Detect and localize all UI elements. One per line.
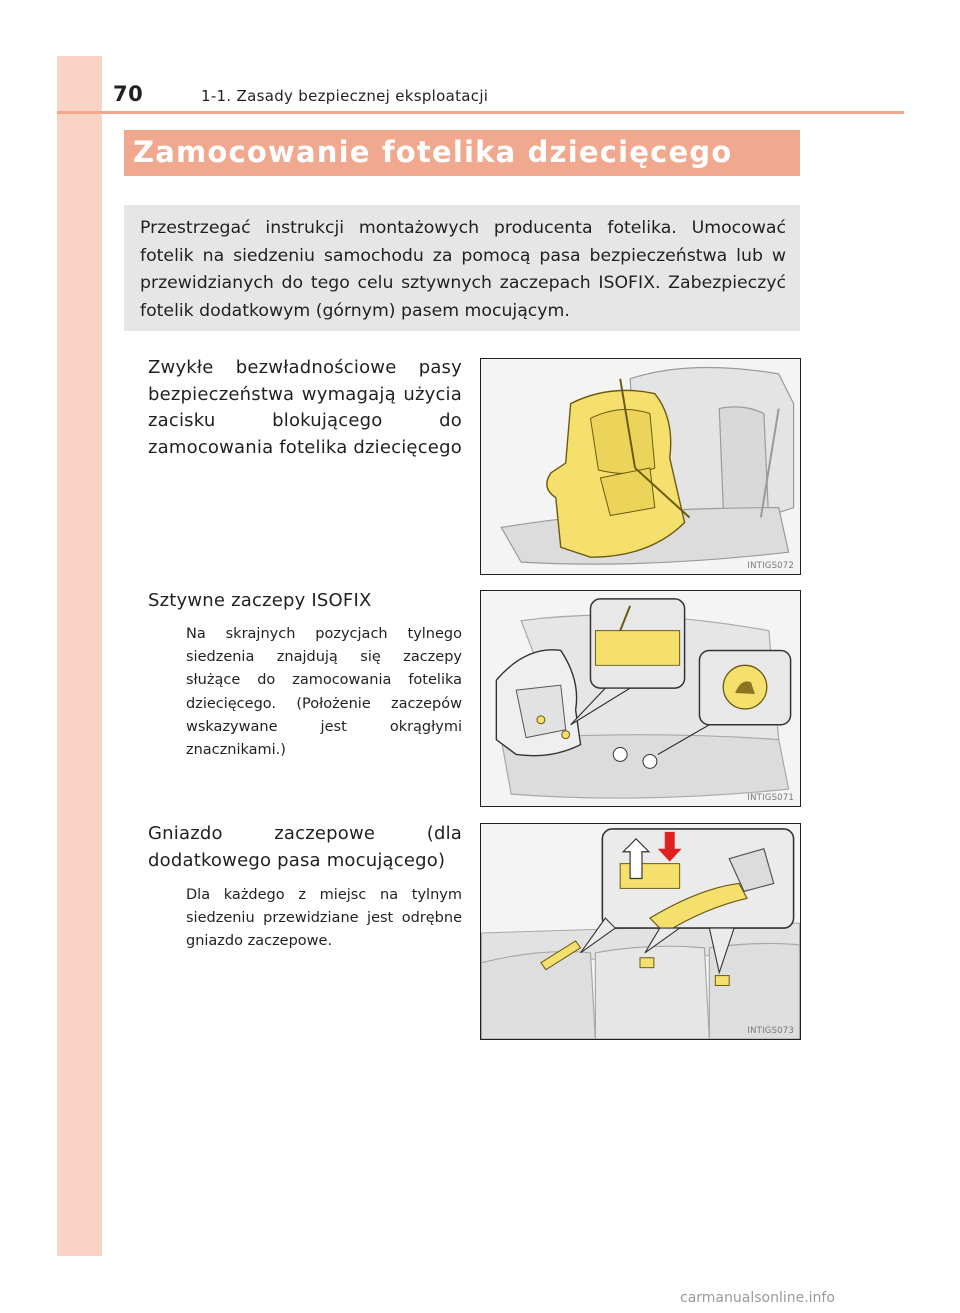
intro-box: [124, 205, 800, 331]
isofix-illustration: [481, 591, 800, 806]
figure-code: INTIGS071: [747, 793, 794, 803]
item-body-isofix: Na skrajnych pozycjach tylnego siedzenia znajdują się zaczepy służące do zamocowania fotelika dziecięcego. (Położenie zaczepów wskazywane jest okrągłymi znacznikami.): [186, 626, 462, 759]
figure-code: INTIGS073: [747, 1026, 794, 1036]
page-number: 70: [113, 82, 144, 106]
watermark: carmanualsonline.info: [680, 1290, 835, 1306]
figure-tether-anchor: [480, 823, 801, 1040]
tether-anchor-illustration: [481, 824, 800, 1039]
section-header: 1-1. Zasady bezpiecznej eksploatacji: [201, 87, 489, 105]
intro-text: Przestrzegać instrukcji montażowych producenta fotelika. Umocować fotelik na siedzeniu samochodu za pomocą pasa bezpieczeństwa lub w przewidzianych do tego celu sztywnych zaczepach ISOFIX. Zabezpieczyć fotelik dodatkowym (górnym) pasem mocującym.: [140, 218, 786, 321]
figure-isofix-anchors: [480, 590, 801, 807]
figure-seatbelt-child-seat: [480, 358, 801, 575]
figure-code: INTIGS072: [747, 561, 794, 571]
item-heading-seatbelt: Zwykłe bezwładnościowe pasy bezpieczeństwa wymagają użycia zacisku blokującego do zamocowania fotelika dziecięcego: [148, 357, 462, 458]
side-band: [57, 56, 102, 1256]
header-rule: [57, 111, 904, 114]
item-heading-anchor: Gniazdo zaczepowe (dla dodatkowego pasa mocującego): [148, 823, 462, 871]
item-body-anchor: Dla każdego z miejsc na tylnym siedzeniu przewidziane jest odrębne gniazdo zaczepowe.: [186, 887, 462, 950]
title-bar: [124, 130, 800, 176]
page-title: Zamocowanie fotelika dziecięcego: [133, 135, 733, 169]
child-seat-belt-illustration: [481, 359, 800, 574]
item-heading-isofix: Sztywne zaczepy ISOFIX: [148, 590, 372, 611]
